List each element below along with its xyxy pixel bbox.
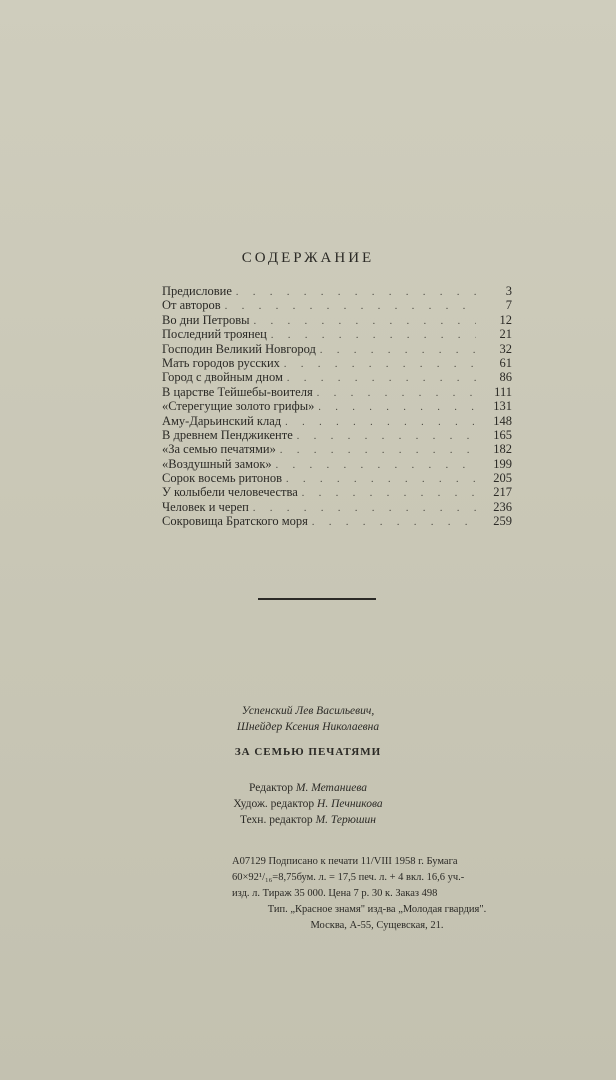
toc-item-page: 3 (505, 284, 512, 298)
art-editor-name: Н. Печникова (317, 798, 383, 810)
toc-item (162, 342, 512, 356)
toc-item-page: 236 (493, 499, 512, 514)
toc-item-page: 182 (493, 442, 512, 457)
toc-item (162, 327, 512, 341)
art-editor-line (0, 796, 616, 812)
toc-item (162, 471, 512, 485)
toc-item-label: Господин Великий Новгород (162, 341, 316, 356)
toc-item-page: 7 (505, 298, 512, 313)
toc-item (162, 414, 512, 428)
toc-item-page: 131 (493, 399, 512, 414)
toc-item-label: У колыбели человечества (162, 485, 298, 500)
tech-editor-label: Техн. редактор (240, 814, 313, 826)
toc-item (162, 370, 512, 384)
toc-item-label: Сокровища Братского моря (162, 514, 308, 529)
imprint-book-title: ЗА СЕМЬЮ ПЕЧАТЯМИ (234, 746, 382, 758)
tech-editor-line (0, 812, 616, 828)
toc-leader-dots (312, 516, 476, 530)
imprint-editors (0, 780, 616, 828)
toc-item (162, 313, 512, 327)
author-line: Успенский Лев Васильевич, (241, 705, 375, 717)
toc-item-label: Человек и череп (162, 499, 249, 514)
imprint-technical-data (232, 854, 522, 934)
toc-leader-dots (317, 387, 476, 401)
toc-leader-dots (236, 286, 476, 300)
toc-item-page: 32 (499, 341, 512, 356)
toc-item-page: 205 (493, 471, 512, 486)
imprint-authors (0, 703, 616, 735)
toc-item-page: 111 (494, 384, 512, 399)
toc-item (162, 284, 512, 298)
toc-item-label: Во дни Петровы (162, 312, 250, 327)
toc-item-label: Сорок восемь ритонов (162, 471, 282, 486)
toc-item-label: В царстве Тейшебы-воителя (162, 384, 313, 399)
toc-item-label: Город с двойным дном (162, 370, 283, 385)
toc-item-label: От авторов (162, 298, 221, 313)
toc-item-label: Мать городов русских (162, 355, 280, 370)
editor-name: М. Метаниева (295, 782, 367, 794)
toc-item-page: 217 (493, 485, 512, 500)
toc-leader-dots (254, 315, 476, 329)
toc-item-page: 165 (493, 427, 512, 442)
tech-line: 60×92¹/₁₆=8,75бум. л. = 17,5 печ. л. + 4 вкл. 16,6 уч.- (232, 872, 465, 883)
tech-editor-name: М. Терюшин (315, 814, 376, 826)
toc-item-label: В древнем Пенджикенте (162, 427, 293, 442)
toc-item-page: 12 (499, 312, 512, 327)
toc-leader-dots (302, 487, 476, 501)
toc-item (162, 457, 512, 471)
tech-line: А07129 Подписано к печати 11/VIII 1958 г. Бумага (232, 856, 458, 867)
toc-leader-dots (286, 473, 476, 487)
editor-label: Редактор (249, 782, 293, 794)
tech-line: изд. л. Тираж 35 000. Цена 7 р. 30 к. Заказ 498 (232, 888, 438, 899)
toc-leader-dots (225, 300, 476, 314)
tech-line: Тип. „Красное знамя" изд-ва „Молодая гвардия". (267, 904, 487, 915)
toc-item-page: 61 (499, 355, 512, 370)
tech-line: Москва, А-55, Сущевская, 21. (310, 920, 444, 931)
divider-rule (258, 598, 376, 600)
editor-line (0, 780, 616, 796)
toc-item-page: 86 (499, 370, 512, 385)
toc-item-page: 21 (499, 327, 512, 342)
toc-item (162, 514, 512, 528)
toc-item (162, 399, 512, 413)
toc-item-label: Предисловие (162, 284, 232, 298)
toc-leader-dots (280, 444, 476, 458)
toc-item-page: 259 (493, 514, 512, 529)
toc-item (162, 442, 512, 456)
toc-leader-dots (284, 358, 476, 372)
toc-leader-dots (276, 459, 476, 473)
toc-item-label: «Воздушный замок» (162, 456, 272, 471)
toc-item (162, 428, 512, 442)
toc-title: СОДЕРЖАНИЕ (241, 250, 375, 266)
toc-item (162, 385, 512, 399)
author-line: Шнейдер Ксения Николаевна (236, 721, 380, 733)
toc-item (162, 500, 512, 514)
toc-item (162, 298, 512, 312)
toc-item-label: Аму-Дарьинский клад (162, 413, 282, 428)
toc-leader-dots (318, 401, 476, 415)
toc-leader-dots (287, 372, 476, 386)
toc-item-label: «Стерегущие золото грифы» (162, 399, 315, 414)
toc-item-label: «За семью печатями» (162, 442, 276, 457)
toc-item (162, 356, 512, 370)
toc-leader-dots (297, 430, 476, 444)
toc-item (162, 485, 512, 499)
toc-item-label: Последний троянец (162, 327, 267, 342)
toc-item-page: 199 (493, 456, 512, 471)
toc-item-page: 148 (493, 413, 512, 428)
toc-leader-dots (320, 344, 476, 358)
table-of-contents (162, 284, 512, 529)
toc-leader-dots (285, 416, 476, 430)
art-editor-label: Худож. редактор (233, 798, 315, 810)
